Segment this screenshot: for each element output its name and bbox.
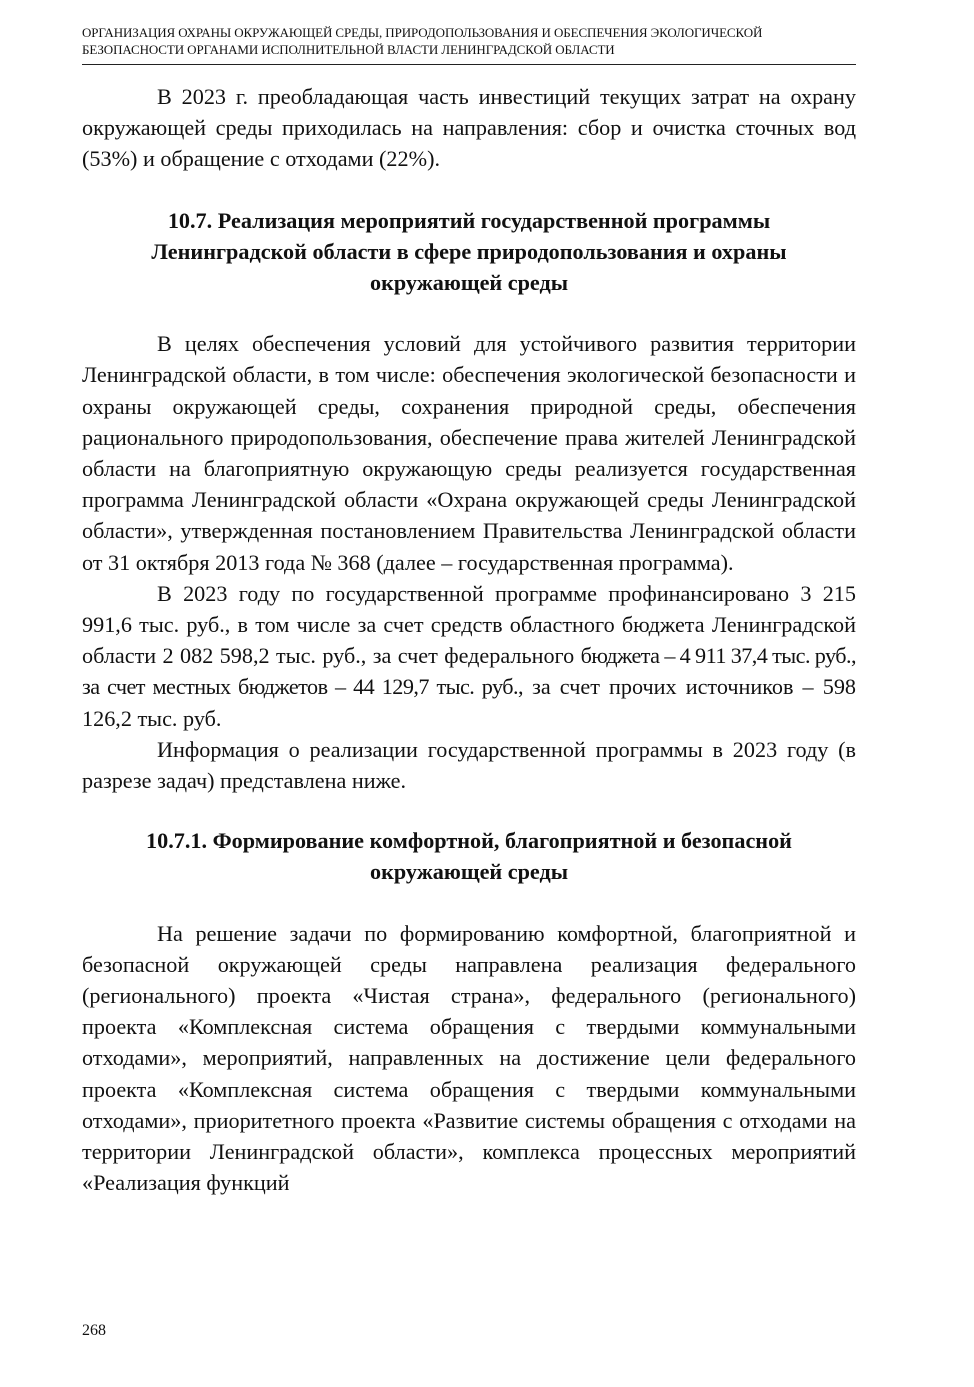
intro-paragraph: В 2023 г. преобладающая часть инвестиций текущих затрат на охрану окружающей среды приходилась на направления: сбор и очистка сточных вод (53%) и обращение с отходами (22%). — [82, 84, 856, 172]
financing-other-text: за счет прочих источников – 598 126,2 тыс. руб. — [82, 674, 857, 731]
section-10-7-paragraph-3: Информация о реализации государственной программы в 2023 году (в разрезе задач) представлена ниже. — [82, 736, 856, 794]
document-page — [82, 0, 856, 1199]
running-header-line-1: ОРГАНИЗАЦИЯ ОХРАНЫ ОКРУЖАЮЩЕЙ СРЕДЫ, ПРИРОДОПОЛЬЗОВАНИЯ И ОБЕСПЕЧЕНИЯ ЭКОЛОГИЧЕСКОЙ — [82, 25, 763, 40]
financing-federal-local-text: бюджета – 4 911 37,4 тыс. руб., за счет местных бюджетов – 44 129,7 тыс. руб., — [82, 643, 857, 700]
running-header — [82, 0, 856, 65]
section-10-7-paragraph-1: В целях обеспечения условий для устойчивого развития территории Ленинградской области, в том числе: обеспечения экологической безопасности и охраны окружающей среды, сохранения природной среды, обеспечения рационального природопользования, обеспечение права жителей Ленинградской области на благоприятную окружающую среды реализуется государственная программа Ленинградской области «Охрана окружающей среды Ленинградской области», утвержденная постановлением Правительства Ленинградской области от 31 октября 2013 года № 368 (далее – государственная программа). — [82, 331, 856, 575]
running-header-line-2: БЕЗОПАСНОСТИ ОРГАНАМИ ИСПОЛНИТЕЛЬНОЙ ВЛАСТИ ЛЕНИНГРАДСКОЙ ОБЛАСТИ — [82, 42, 615, 57]
section-heading-10-7: 10.7. Реализация мероприятий государственной программы Ленинградской области в сфере природопользования и охраны окружающей среды — [151, 207, 787, 296]
section-heading-10-7-1: 10.7.1. Формирование комфортной, благоприятной и безопасной окружающей среды — [146, 828, 792, 885]
financing-total-text: В 2023 году по государственной программе профинансировано 3 215 991,6 тыс. руб., в том числе за счет средств областного бюджета Ленинградской области 2 082 598,2 тыс. руб., за счет федерального — [82, 580, 856, 669]
page-content — [82, 81, 856, 1199]
section-10-7-paragraph-2 — [82, 578, 856, 734]
section-10-7-1-paragraph-1: На решение задачи по формированию комфортной, благоприятной и безопасной окружающей среды направлена реализация федерального (регионального) проекта «Чистая страна», федерального (регионального) проекта «Комплексная система обращения с твердыми коммунальными отходами», мероприятий, направленных на достижение цели федерального проекта «Комплексная система обращения с твердыми коммунальными отходами», приоритетного проекта «Развитие системы обращения с отходами на территории Ленинградской области», комплекса процессных мероприятий «Реализация функций — [82, 920, 856, 1196]
page-number: 268 — [82, 1322, 106, 1339]
